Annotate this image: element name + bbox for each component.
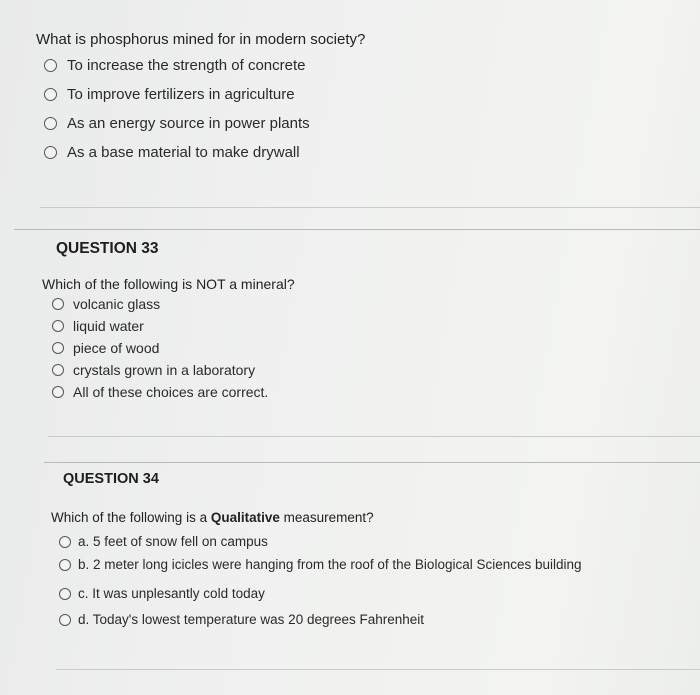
option-label: To increase the strength of concrete — [67, 57, 306, 74]
q34-prompt — [51, 510, 374, 525]
q32-option-1[interactable] — [44, 57, 305, 74]
radio-button[interactable] — [59, 559, 71, 571]
q32-option-2[interactable] — [44, 86, 295, 103]
option-label: a. 5 feet of snow fell on campus — [78, 534, 268, 549]
radio-button[interactable] — [59, 536, 71, 548]
radio-button[interactable] — [52, 320, 64, 332]
q34-prompt-bold: Qualitative — [210, 510, 280, 525]
q34-option-d[interactable] — [59, 612, 424, 627]
radio-button[interactable] — [52, 386, 64, 398]
q34-prompt-start: Which of the following is a — [51, 510, 211, 525]
option-label: crystals grown in a laboratory — [73, 362, 256, 378]
option-label: c. It was unplesantly cold today — [78, 586, 265, 601]
q32-bottom-divider — [40, 207, 700, 208]
option-label: All of these choices are correct. — [73, 384, 269, 400]
q34-title: QUESTION 34 — [63, 471, 159, 487]
q33-prompt: Which of the following is NOT a mineral? — [42, 276, 295, 292]
radio-button[interactable] — [52, 342, 64, 354]
q32-option-3[interactable] — [44, 115, 310, 132]
section-divider — [44, 462, 700, 463]
option-label: To improve fertilizers in agriculture — [67, 86, 295, 103]
radio-button[interactable] — [52, 364, 64, 376]
radio-button[interactable] — [44, 88, 57, 101]
section-divider — [14, 229, 700, 230]
q34-option-b[interactable] — [59, 557, 582, 572]
option-label: piece of wood — [73, 340, 160, 356]
q33-option-5[interactable] — [52, 384, 268, 400]
option-label: volcanic glass — [73, 296, 161, 312]
option-label: b. 2 meter long icicles were hanging from the roof of the Biological Sciences building — [78, 557, 582, 572]
radio-button[interactable] — [44, 117, 57, 130]
q33-option-1[interactable] — [52, 296, 160, 312]
q34-bottom-divider — [56, 669, 700, 670]
q34-option-a[interactable] — [59, 534, 268, 549]
option-label: liquid water — [73, 318, 144, 334]
q33-option-4[interactable] — [52, 362, 255, 378]
radio-button[interactable] — [44, 59, 57, 72]
radio-button[interactable] — [59, 588, 71, 600]
option-label: d. Today's lowest temperature was 20 degrees Fahrenheit — [78, 612, 425, 627]
q32-prompt: What is phosphorus mined for in modern society? — [36, 31, 366, 48]
q33-bottom-divider — [48, 436, 700, 437]
option-label: As an energy source in power plants — [67, 115, 310, 132]
q33-option-2[interactable] — [52, 318, 144, 334]
q34-option-c[interactable] — [59, 586, 265, 601]
radio-button[interactable] — [52, 298, 64, 310]
q33-title: QUESTION 33 — [56, 240, 159, 257]
radio-button[interactable] — [59, 614, 71, 626]
radio-button[interactable] — [44, 146, 57, 159]
q32-option-4[interactable] — [44, 144, 300, 161]
q33-option-3[interactable] — [52, 340, 159, 356]
q34-prompt-end: measurement? — [279, 510, 374, 525]
option-label: As a base material to make drywall — [67, 144, 300, 161]
